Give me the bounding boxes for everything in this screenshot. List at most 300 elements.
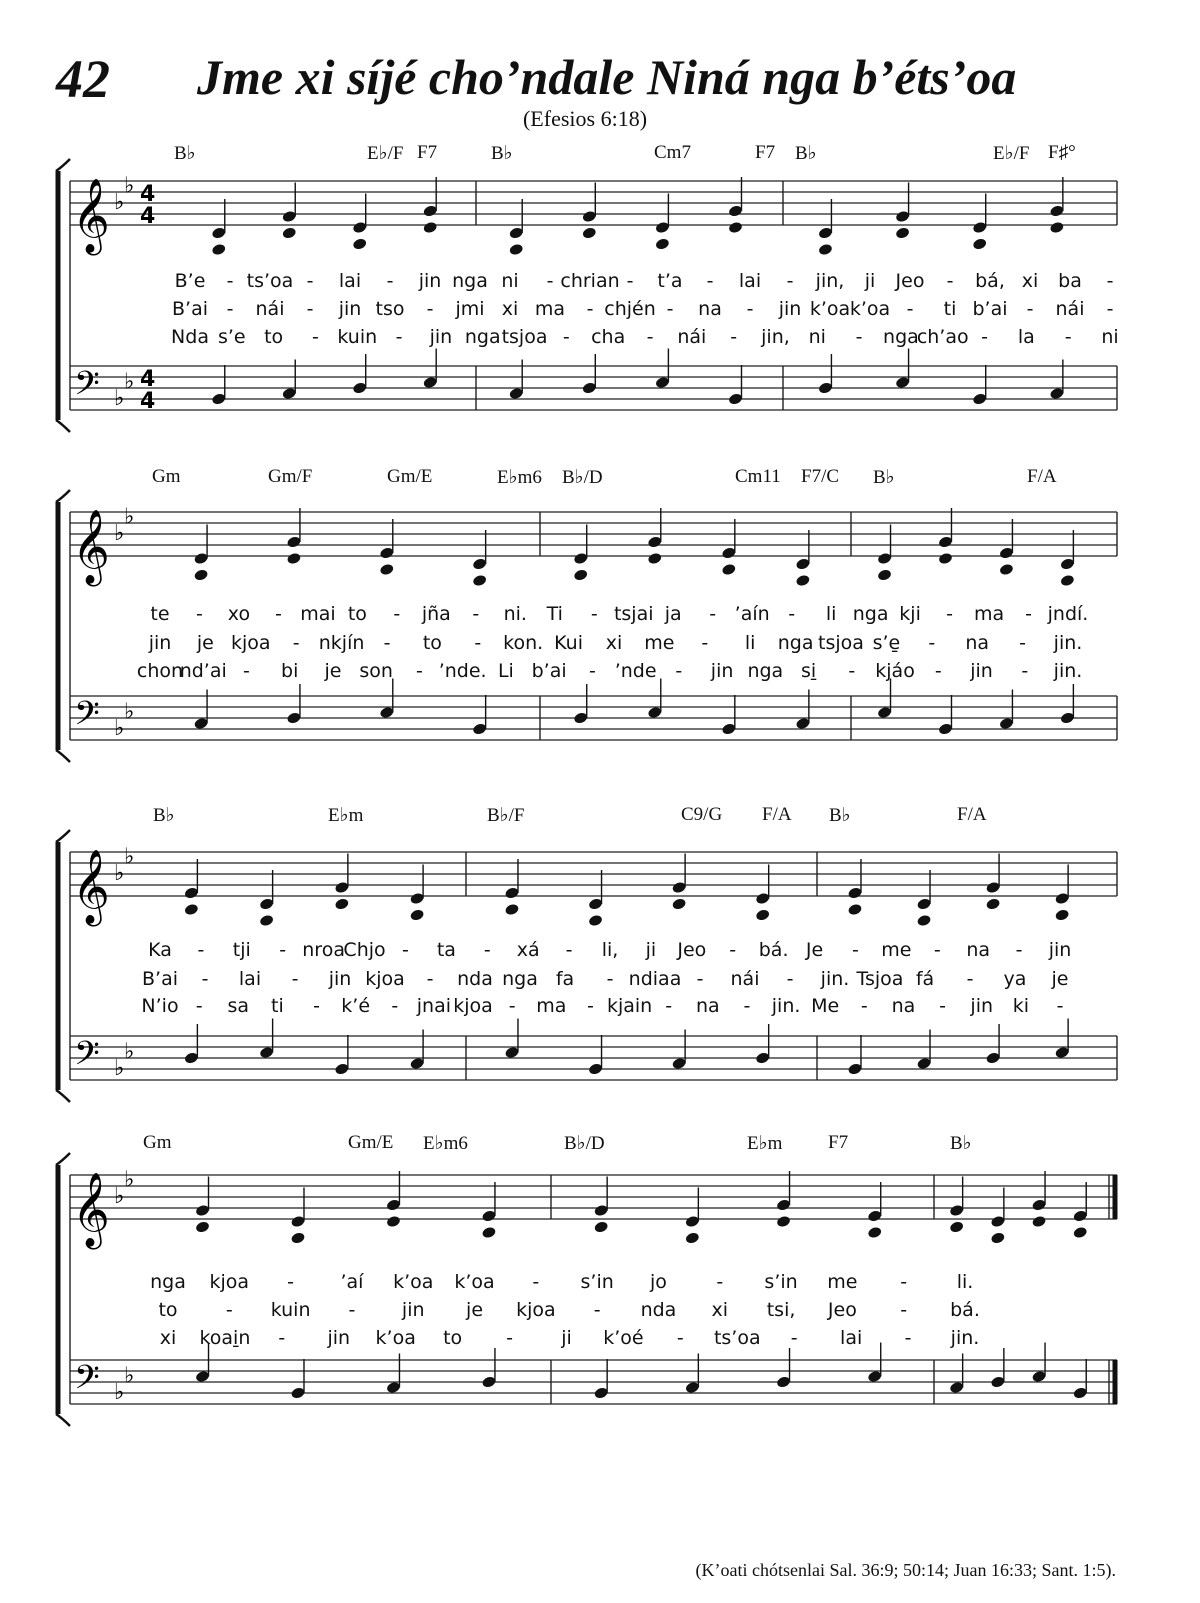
lyric-syllable: jin — [148, 632, 172, 654]
lyric-syllable: ’nde — [614, 660, 657, 682]
lyric-syllable: to — [443, 1327, 463, 1349]
note-head — [286, 552, 301, 565]
lyric-hyphen: - — [676, 1327, 684, 1349]
lyric-hyphen: - — [788, 603, 796, 625]
lyric-syllable: to — [264, 326, 284, 348]
lyric-syllable: ’aí — [340, 1271, 364, 1293]
lyric-hyphen: - — [933, 939, 941, 961]
lyric-hyphen: - — [934, 660, 942, 682]
lyric-hyphen: - — [1106, 270, 1114, 292]
note-head — [728, 221, 743, 234]
lyric-syllable: Li — [497, 660, 514, 682]
lyric-hyphen: - — [201, 968, 209, 990]
lyric-syllable: kuin — [270, 1299, 311, 1321]
lyric-syllable: li, — [601, 939, 619, 961]
lyric-hyphen: - — [848, 660, 856, 682]
lyric-syllable: kuin — [337, 326, 378, 348]
time-signature-top: 4 — [140, 182, 156, 207]
bass-clef-icon: 𝄢 — [74, 1035, 100, 1081]
note-head — [818, 243, 833, 256]
lyric-syllable: nga — [150, 1271, 186, 1293]
lyric-syllable: xo — [227, 603, 251, 625]
note-head — [472, 574, 487, 587]
lyric-syllable: b’ai — [531, 660, 567, 682]
lyric-hyphen: - — [906, 298, 914, 320]
note-head — [867, 1226, 882, 1239]
note-head — [334, 897, 349, 910]
lyric-hyphen: - — [646, 326, 654, 348]
chord-symbol: Gm — [152, 466, 181, 487]
chord-symbol: F/A — [762, 804, 792, 825]
lyric-syllable: ch’ao — [916, 326, 969, 348]
lyric-syllable: Jeo — [827, 1299, 857, 1321]
lyric-syllable: nái — [677, 326, 707, 348]
lyric-hyphen: - — [313, 995, 320, 1017]
note-head — [847, 903, 862, 916]
treble-clef-icon: 𝄞 — [72, 510, 110, 584]
lyric-syllable: ’nde. — [438, 660, 487, 682]
lyric-syllable: bá. — [758, 939, 789, 961]
lyric-hyphen: - — [426, 968, 434, 990]
chord-symbol: F7 — [828, 1132, 849, 1153]
lyric-syllable: kji — [899, 603, 921, 625]
lyric-hyphen: - — [696, 968, 704, 990]
lyric-hyphen: - — [383, 632, 391, 654]
lyric-syllable: N’io — [141, 995, 179, 1017]
lyric-hyphen: - — [586, 995, 594, 1017]
lyric-syllable: nga — [747, 660, 784, 682]
lyric-hyphen: - — [1019, 632, 1027, 654]
chord-symbol: E♭m — [747, 1133, 783, 1154]
lyric-syllable: chrian — [560, 270, 620, 292]
lyric-syllable: k’oa — [393, 1271, 434, 1293]
lyric-hyphen: - — [306, 298, 314, 320]
lyric-syllable: li — [825, 603, 837, 625]
lyric-hyphen: - — [675, 660, 683, 682]
chord-symbol: F♯° — [1048, 142, 1076, 163]
note-head — [588, 914, 603, 927]
lyric-hyphen: - — [483, 939, 491, 961]
lyric-syllable: B’e — [174, 270, 206, 292]
lyric-syllable: nga — [777, 632, 814, 654]
lyric-hyphen: - — [593, 1299, 601, 1321]
lyric-syllable: jin. — [950, 1327, 980, 1349]
note-head — [990, 1231, 1005, 1244]
lyric-syllable: tji — [232, 939, 251, 961]
lyric-hyphen: - — [291, 968, 299, 990]
lyric-hyphen: - — [586, 298, 594, 320]
lyric-syllable: Chjo — [343, 939, 386, 961]
chord-symbol: F7 — [755, 142, 776, 163]
lyric-hyphen: - — [395, 326, 403, 348]
lyric-syllable: tsjoa — [818, 632, 864, 654]
lyric-hyphen: - — [393, 603, 401, 625]
lyric-syllable: chon — [136, 660, 184, 682]
note-head — [1072, 1226, 1087, 1239]
lyric-syllable: me — [881, 939, 912, 961]
lyric-syllable: t’a — [657, 270, 683, 292]
lyric-syllable: Tsjoa — [856, 968, 904, 990]
lyric-hyphen: - — [1021, 660, 1029, 682]
lyric-syllable: ji — [645, 939, 657, 961]
treble-clef-icon: 𝄞 — [72, 850, 110, 924]
lyric-hyphen: - — [709, 603, 717, 625]
lyric-syllable: k’oa — [809, 298, 851, 320]
lyric-syllable: li. — [956, 1271, 974, 1293]
lyric-syllable: fá — [915, 968, 935, 990]
note-head — [1060, 574, 1075, 587]
lyric-syllable: lai — [738, 270, 762, 292]
lyric-syllable: je — [324, 660, 342, 682]
note-head — [211, 243, 226, 256]
lyric-syllable: je — [196, 632, 214, 654]
lyric-syllable: je — [1051, 968, 1069, 990]
lyric-hyphen: - — [855, 326, 863, 348]
lyric-syllable: Jeo — [895, 270, 925, 292]
lyric-hyphen: - — [226, 270, 234, 292]
lyric-hyphen: - — [790, 1327, 798, 1349]
lyric-hyphen: - — [474, 632, 482, 654]
lyric-syllable: ti — [271, 995, 284, 1017]
lyric-hyphen: - — [928, 632, 936, 654]
lyric-syllable: jin — [1048, 939, 1072, 961]
lyric-syllable: jin — [778, 298, 802, 320]
lyric-syllable: jin. — [820, 968, 850, 990]
lyric-hyphen: - — [1106, 298, 1114, 320]
bass-clef-icon: 𝄢 — [74, 695, 100, 741]
lyric-syllable: na — [698, 298, 722, 320]
lyric-syllable: Je — [805, 939, 824, 961]
lyric-hyphen: - — [946, 603, 953, 625]
lyric-hyphen: - — [508, 995, 516, 1017]
chord-symbol: B♭ — [950, 1133, 972, 1154]
chord-symbol: B♭/D — [564, 1133, 605, 1154]
lyric-syllable: ma — [973, 603, 1005, 625]
chord-symbol: B♭ — [873, 467, 895, 488]
note-head — [193, 568, 208, 581]
lyric-hyphen: - — [981, 326, 988, 348]
lyric-hyphen: - — [197, 939, 205, 961]
note-head — [938, 552, 953, 565]
lyric-syllable: bá. — [950, 1299, 980, 1321]
lyric-hyphen: - — [426, 298, 434, 320]
lyric-hyphen: - — [415, 660, 423, 682]
lyric-hyphen: - — [278, 1327, 286, 1349]
note-head — [877, 568, 892, 581]
lyric-syllable: koai̱n — [199, 1327, 251, 1349]
lyric-hyphen: - — [743, 995, 751, 1017]
lyric-syllable: jin — [418, 270, 442, 292]
chord-symbol: F/A — [1027, 466, 1057, 487]
key-flat-icon: ♭ — [114, 1184, 125, 1209]
note-head — [655, 237, 670, 250]
lyric-syllable: jña — [421, 603, 451, 625]
lyric-syllable: nái — [1055, 298, 1085, 320]
lyric-syllable: Kui — [554, 632, 584, 654]
lyric-syllable: to — [347, 603, 367, 625]
lyric-syllable: nga — [883, 326, 919, 348]
lyric-hyphen: - — [386, 270, 394, 292]
note-head — [916, 914, 931, 927]
lyric-syllable: ti — [943, 298, 957, 320]
lyric-hyphen: - — [472, 603, 480, 625]
note-head — [1054, 908, 1069, 921]
lyric-syllable: sa — [227, 995, 250, 1017]
lyric-syllable: te — [150, 603, 170, 625]
lyric-hyphen: - — [590, 603, 598, 625]
note-head — [721, 563, 736, 576]
chord-symbol: Gm/E — [387, 466, 433, 487]
lyric-syllable: jmi — [455, 298, 485, 320]
note-head — [582, 226, 597, 239]
note-head — [281, 226, 296, 239]
lyric-hyphen: - — [852, 939, 859, 961]
lyric-syllable: bá, — [975, 270, 1005, 292]
lyric-syllable: ’aín — [734, 603, 770, 625]
lyric-syllable: xi — [159, 1327, 177, 1349]
lyric-hyphen: - — [1015, 939, 1023, 961]
lyric-syllable: ndiaa — [628, 968, 682, 990]
lyric-syllable: ja — [664, 603, 682, 625]
lyric-syllable: ma — [536, 995, 567, 1017]
lyric-syllable: k’oé — [603, 1327, 644, 1349]
lyric-hyphen: - — [225, 1299, 233, 1321]
lyric-syllable: son — [359, 660, 393, 682]
lyric-syllable: jnai — [416, 995, 452, 1017]
key-flat-icon: ♭ — [114, 521, 125, 546]
lyric-syllable: Ka — [148, 939, 172, 961]
lyric-syllable: ji — [561, 1327, 572, 1349]
lyric-hyphen: - — [391, 995, 399, 1017]
lyric-syllable: ts’oa — [713, 1327, 761, 1349]
chord-symbol: B♭/F — [487, 805, 525, 826]
lyric-syllable: jin — [429, 326, 453, 348]
lyric-syllable: chjén — [604, 298, 656, 320]
chord-symbol: E♭m6 — [497, 467, 542, 488]
note-head — [422, 221, 437, 234]
lyric-syllable: Me — [811, 995, 840, 1017]
note-head — [895, 226, 910, 239]
lyric-syllable: ni — [501, 270, 519, 292]
chord-symbol: F7 — [417, 142, 438, 163]
lyric-hyphen: - — [506, 1327, 513, 1349]
key-flat-icon: ♭ — [124, 1363, 135, 1389]
scripture-reference: (Efesios 6:18) — [522, 106, 648, 131]
lyric-syllable: jndí. — [1047, 603, 1089, 625]
key-flat-icon: ♭ — [124, 504, 135, 530]
lyric-syllable: na — [966, 939, 991, 961]
time-signature-bottom: 4 — [140, 389, 156, 414]
treble-staff — [70, 512, 1117, 556]
key-flat-icon: ♭ — [114, 716, 125, 741]
lyric-syllable: kjoa — [365, 968, 405, 990]
note-head — [593, 1220, 608, 1233]
note-head — [795, 574, 810, 587]
chord-symbol: B♭ — [829, 805, 851, 826]
treble-staff — [70, 852, 1117, 896]
lyric-syllable: to — [422, 632, 442, 654]
lyric-hyphen: - — [701, 632, 709, 654]
hymn-number: 42 — [56, 49, 110, 109]
chord-symbol: B♭ — [795, 143, 817, 164]
lyric-hyphen: - — [626, 270, 634, 292]
key-flat-icon: ♭ — [114, 386, 125, 411]
lyric-syllable: k’oa — [454, 1271, 495, 1293]
chord-symbol: Cm7 — [654, 142, 691, 163]
lyric-hyphen: - — [1025, 603, 1032, 625]
chord-symbol: E♭/F — [993, 143, 1030, 164]
lyric-syllable: nga — [464, 326, 501, 348]
lyric-syllable: ba — [1058, 270, 1082, 292]
bass-staff — [70, 1360, 1117, 1404]
lyric-syllable: kjoa — [453, 995, 493, 1017]
lyric-hyphen: - — [195, 995, 203, 1017]
lyric-syllable: ya — [1003, 968, 1027, 990]
chord-symbol: Gm/E — [348, 1132, 394, 1153]
lyric-syllable: b’ai — [972, 298, 1008, 320]
key-flat-icon: ♭ — [124, 844, 135, 870]
bass-clef-icon: 𝄢 — [74, 1359, 100, 1405]
lyric-syllable: k’oa — [849, 298, 891, 320]
lyric-syllable: lai — [338, 270, 362, 292]
lyric-hyphen: - — [312, 326, 319, 348]
note-head — [379, 563, 394, 576]
lyric-hyphen: - — [306, 270, 314, 292]
chord-symbol: E♭/F — [367, 143, 404, 164]
lyric-hyphen: - — [966, 968, 974, 990]
lyric-hyphen: - — [786, 968, 794, 990]
chord-symbol: B♭ — [153, 805, 175, 826]
key-flat-icon: ♭ — [124, 699, 135, 725]
lyric-syllable: na — [891, 995, 916, 1017]
note-head — [573, 568, 588, 581]
lyric-syllable: tsjai — [613, 603, 654, 625]
lyric-hyphen: - — [900, 1271, 908, 1293]
chord-symbol: E♭m6 — [423, 1133, 468, 1154]
note-head — [481, 1226, 496, 1239]
note-head — [647, 552, 662, 565]
lyric-hyphen: - — [348, 1299, 356, 1321]
chord-symbol: B♭ — [174, 143, 196, 164]
lyric-syllable: nda — [640, 1299, 677, 1321]
lyric-syllable: nda — [457, 968, 493, 990]
lyric-syllable: je — [466, 1299, 484, 1321]
lyric-syllable: jin — [338, 298, 362, 320]
lyric-syllable: ji — [864, 270, 876, 292]
note-head — [290, 1231, 305, 1244]
lyric-syllable: ma — [534, 298, 566, 320]
note-head — [776, 1215, 791, 1228]
lyric-syllable: jin — [970, 660, 993, 682]
lyric-syllable: xi — [501, 298, 519, 320]
lyric-hyphen: - — [730, 326, 738, 348]
bass-clef-icon: 𝄢 — [74, 365, 100, 411]
lyric-syllable: jin — [401, 1299, 425, 1321]
lyric-hyphen: - — [860, 995, 868, 1017]
lyric-hyphen: - — [287, 1271, 295, 1293]
lyric-hyphen: - — [292, 632, 300, 654]
lyric-hyphen: - — [274, 603, 282, 625]
lyric-hyphen: - — [588, 660, 596, 682]
lyric-syllable: s’in — [764, 1271, 798, 1293]
lyric-hyphen: - — [665, 995, 673, 1017]
lyric-hyphen: - — [562, 326, 570, 348]
treble-clef-icon: 𝄞 — [72, 179, 110, 253]
lyric-syllable: nroa — [302, 939, 345, 961]
lyric-hyphen: - — [532, 1271, 540, 1293]
lyric-syllable: nd’ai — [179, 660, 227, 682]
lyric-syllable: si̱ — [800, 660, 817, 682]
note-head — [504, 903, 519, 916]
lyric-syllable: lai — [840, 1327, 863, 1349]
lyric-syllable: xi — [605, 632, 623, 654]
key-flat-icon: ♭ — [114, 861, 125, 886]
lyric-syllable: bi — [281, 660, 299, 682]
lyric-hyphen: - — [243, 660, 250, 682]
lyric-syllable: fa — [555, 968, 575, 990]
lyric-hyphen: - — [939, 995, 947, 1017]
note-head — [1031, 1215, 1046, 1228]
chord-symbol: Cm11 — [735, 466, 781, 487]
key-flat-icon: ♭ — [124, 1039, 135, 1065]
lyric-hyphen: - — [716, 1271, 724, 1293]
key-flat-icon: ♭ — [124, 173, 135, 199]
note-head — [352, 237, 367, 250]
chord-symbol: F7/C — [801, 466, 840, 487]
lyric-syllable: s’e̱ — [872, 632, 901, 654]
lyric-syllable: ni — [808, 326, 826, 348]
lyric-syllable: tsi, — [766, 1299, 796, 1321]
lyric-syllable: jin — [327, 1327, 351, 1349]
note-head — [685, 1231, 700, 1244]
lyric-syllable: Jeo — [677, 939, 707, 961]
note-head — [949, 1220, 964, 1233]
lyric-syllable: nái — [730, 968, 760, 990]
lyric-syllable: tso — [375, 298, 405, 320]
note-head — [755, 908, 770, 921]
lyric-hyphen: - — [606, 968, 614, 990]
treble-clef-icon: 𝄞 — [72, 1173, 110, 1247]
lyric-syllable: li — [744, 632, 756, 654]
time-signature-top: 4 — [140, 367, 156, 392]
lyric-syllable: ts’oa — [246, 270, 294, 292]
lyric-syllable: cha — [591, 326, 626, 348]
key-flat-icon: ♭ — [114, 1056, 125, 1081]
chord-symbol: F/A — [957, 804, 987, 825]
lyric-hyphen: - — [565, 939, 573, 961]
lyric-syllable: Ti — [546, 603, 563, 625]
lyric-syllable: jin. — [1053, 660, 1083, 682]
chord-symbol: E♭m — [328, 805, 364, 826]
chord-symbol: B♭/D — [562, 467, 603, 488]
bass-staff — [70, 696, 1117, 740]
lyric-syllable: kon. — [503, 632, 544, 654]
lyric-syllable: kjoa — [231, 632, 271, 654]
lyric-syllable: me — [827, 1271, 858, 1293]
lyric-syllable: jin — [970, 995, 994, 1017]
key-flat-icon: ♭ — [124, 369, 135, 395]
lyric-syllable: kjoa — [209, 1271, 250, 1293]
note-head — [386, 1215, 401, 1228]
lyric-syllable: na — [965, 632, 990, 654]
lyric-syllable: nga — [502, 968, 538, 990]
lyric-syllable: la — [1017, 326, 1035, 348]
lyric-syllable: ki — [1012, 995, 1030, 1017]
lyric-syllable: kjáo — [875, 660, 915, 682]
lyric-hyphen: - — [1026, 298, 1034, 320]
lyric-hyphen: - — [786, 270, 794, 292]
lyric-syllable: s’e — [217, 326, 246, 348]
